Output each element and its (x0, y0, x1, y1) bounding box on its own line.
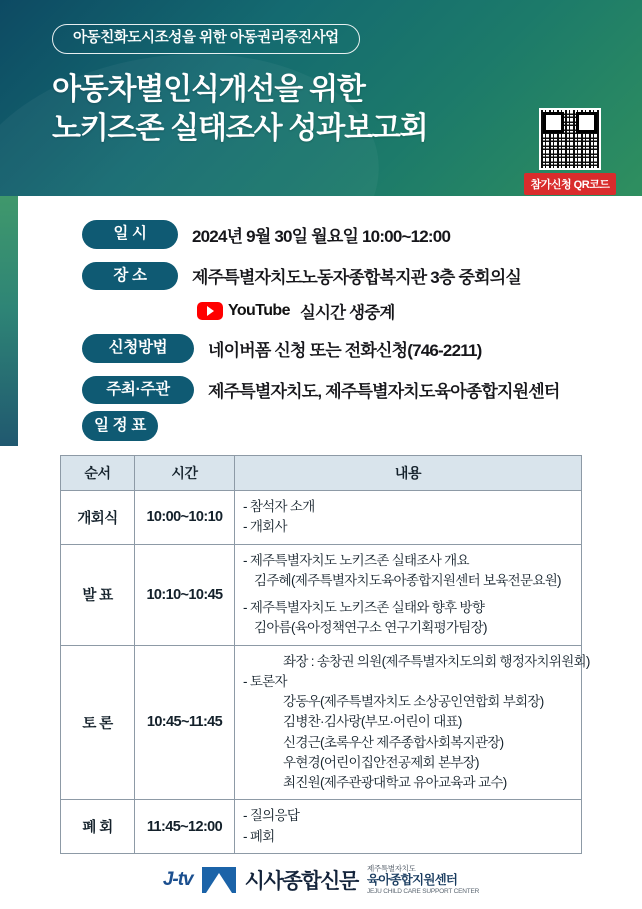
info-label-apply: 신청방법 (82, 334, 194, 363)
info-label-host: 주최·주관 (82, 376, 194, 405)
content-line: 김주혜(제주특별자치도육아종합지원센터 보육전문요원) (254, 572, 561, 588)
qr-caption: 참가신청 QR코드 (524, 173, 617, 195)
content-line: - 토론자 (243, 673, 287, 689)
content-line: 김아름(육아정책연구소 연구기획평가팀장) (254, 620, 487, 636)
event-info-block (0, 196, 642, 455)
info-row-apply (0, 334, 642, 363)
table-header-row (61, 456, 582, 491)
info-value-datetime: 2024년 9월 30일 월요일 10:00~12:00 (192, 226, 451, 246)
content-line: - 참석자 소개 (243, 499, 315, 514)
content-line: 우현경(어린이집안전공제회 본부장) (283, 754, 479, 770)
content-gap (243, 591, 573, 598)
cell-order-3: 폐 회 (61, 800, 135, 854)
table-row (61, 491, 582, 545)
cell-time-2: 10:45~11:45 (135, 645, 235, 800)
cell-content-1 (235, 544, 582, 645)
th-order: 순서 (61, 456, 135, 491)
content-line: 강동우(제주특별자치도 소상공인연합회 부회장) (283, 694, 544, 709)
cell-content-3 (235, 800, 582, 854)
content-line: 신경근(초록우산 제주종합사회복지관장) (283, 734, 504, 750)
center-org-top: 제주특별자치도 (366, 863, 416, 873)
table-row (61, 800, 582, 854)
header-tagline: 아동친화도시조성을 위한 아동권리증진사업 (52, 24, 360, 54)
schedule-table-body (61, 491, 590, 854)
content-line: - 개회사 (243, 519, 287, 535)
schedule-table-wrap (60, 455, 590, 854)
info-label-location: 장 소 (82, 262, 178, 291)
center-org-sub: JEJU CHILD CARE SUPPORT CENTER (366, 887, 480, 895)
th-content: 내용 (235, 456, 582, 491)
info-row-datetime (0, 220, 642, 249)
content-line: 최진원(제주관광대학교 유아교육과 교수) (283, 775, 507, 790)
content-line: - 제주특별자치도 노키즈존 실태조사 개요 (243, 552, 469, 568)
cell-time-0: 10:00~10:10 (135, 491, 235, 545)
page-title (52, 70, 642, 150)
info-label-datetime: 일 시 (82, 220, 178, 249)
youtube-play-icon (197, 302, 223, 320)
footer-logos (0, 865, 642, 895)
cell-order-1: 발 표 (61, 544, 135, 645)
table-row (61, 645, 582, 800)
table-row (61, 544, 582, 645)
center-logo-block (367, 865, 479, 895)
youtube-badge[interactable] (197, 302, 290, 320)
youtube-live-text: 실시간 생중계 (299, 304, 395, 322)
info-row-location (0, 262, 642, 291)
newspaper-logo-icon (202, 867, 236, 893)
content-line: - 제주특별자치도 노키즈존 실태와 향후 방향 (243, 600, 485, 615)
youtube-wordmark: YouTube (228, 302, 290, 319)
info-value-host: 제주특별자치도, 제주특별자치도육아종합지원센터 (208, 382, 560, 402)
info-value-location: 제주특별자치도노동자종합복지관 3층 중회의실 (192, 268, 521, 288)
schedule-table-head (61, 456, 582, 491)
cell-time-3: 11:45~12:00 (135, 800, 235, 854)
info-row-host (0, 376, 642, 405)
info-value-apply: 네이버폼 신청 또는 전화신청(746-2211) (208, 340, 482, 360)
cell-order-0: 개회식 (61, 491, 135, 545)
center-org-name: 육아종합지원센터 (366, 873, 458, 888)
cell-time-1: 10:10~10:45 (135, 544, 235, 645)
content-line: - 질의응답 (243, 808, 300, 824)
content-line: - 폐회 (243, 828, 275, 844)
newspaper-name: 시사종합신문 (244, 869, 358, 893)
schedule-table (60, 455, 590, 854)
youtube-livestream-row (0, 299, 642, 323)
cell-content-0 (235, 491, 582, 545)
page-title-line-2: 노키즈존 실태조사 성과보고회 (52, 112, 428, 146)
schedule-label-row (0, 417, 642, 435)
content-line: 좌장 : 송창권 의원(제주특별자치도의회 행정자치위원회) (283, 653, 590, 669)
page-title-line-1: 아동차별인식개선을 위한 (52, 72, 365, 106)
header-content (0, 0, 642, 149)
th-time: 시간 (135, 456, 235, 491)
jtv-logo-text: J-tv (162, 868, 193, 890)
content-line: 김병찬·김사랑(부모·어린이 대표) (283, 714, 462, 730)
cell-order-2: 토 론 (61, 645, 135, 800)
cell-content-2 (235, 645, 590, 800)
info-label-schedule: 일 정 표 (82, 411, 158, 441)
